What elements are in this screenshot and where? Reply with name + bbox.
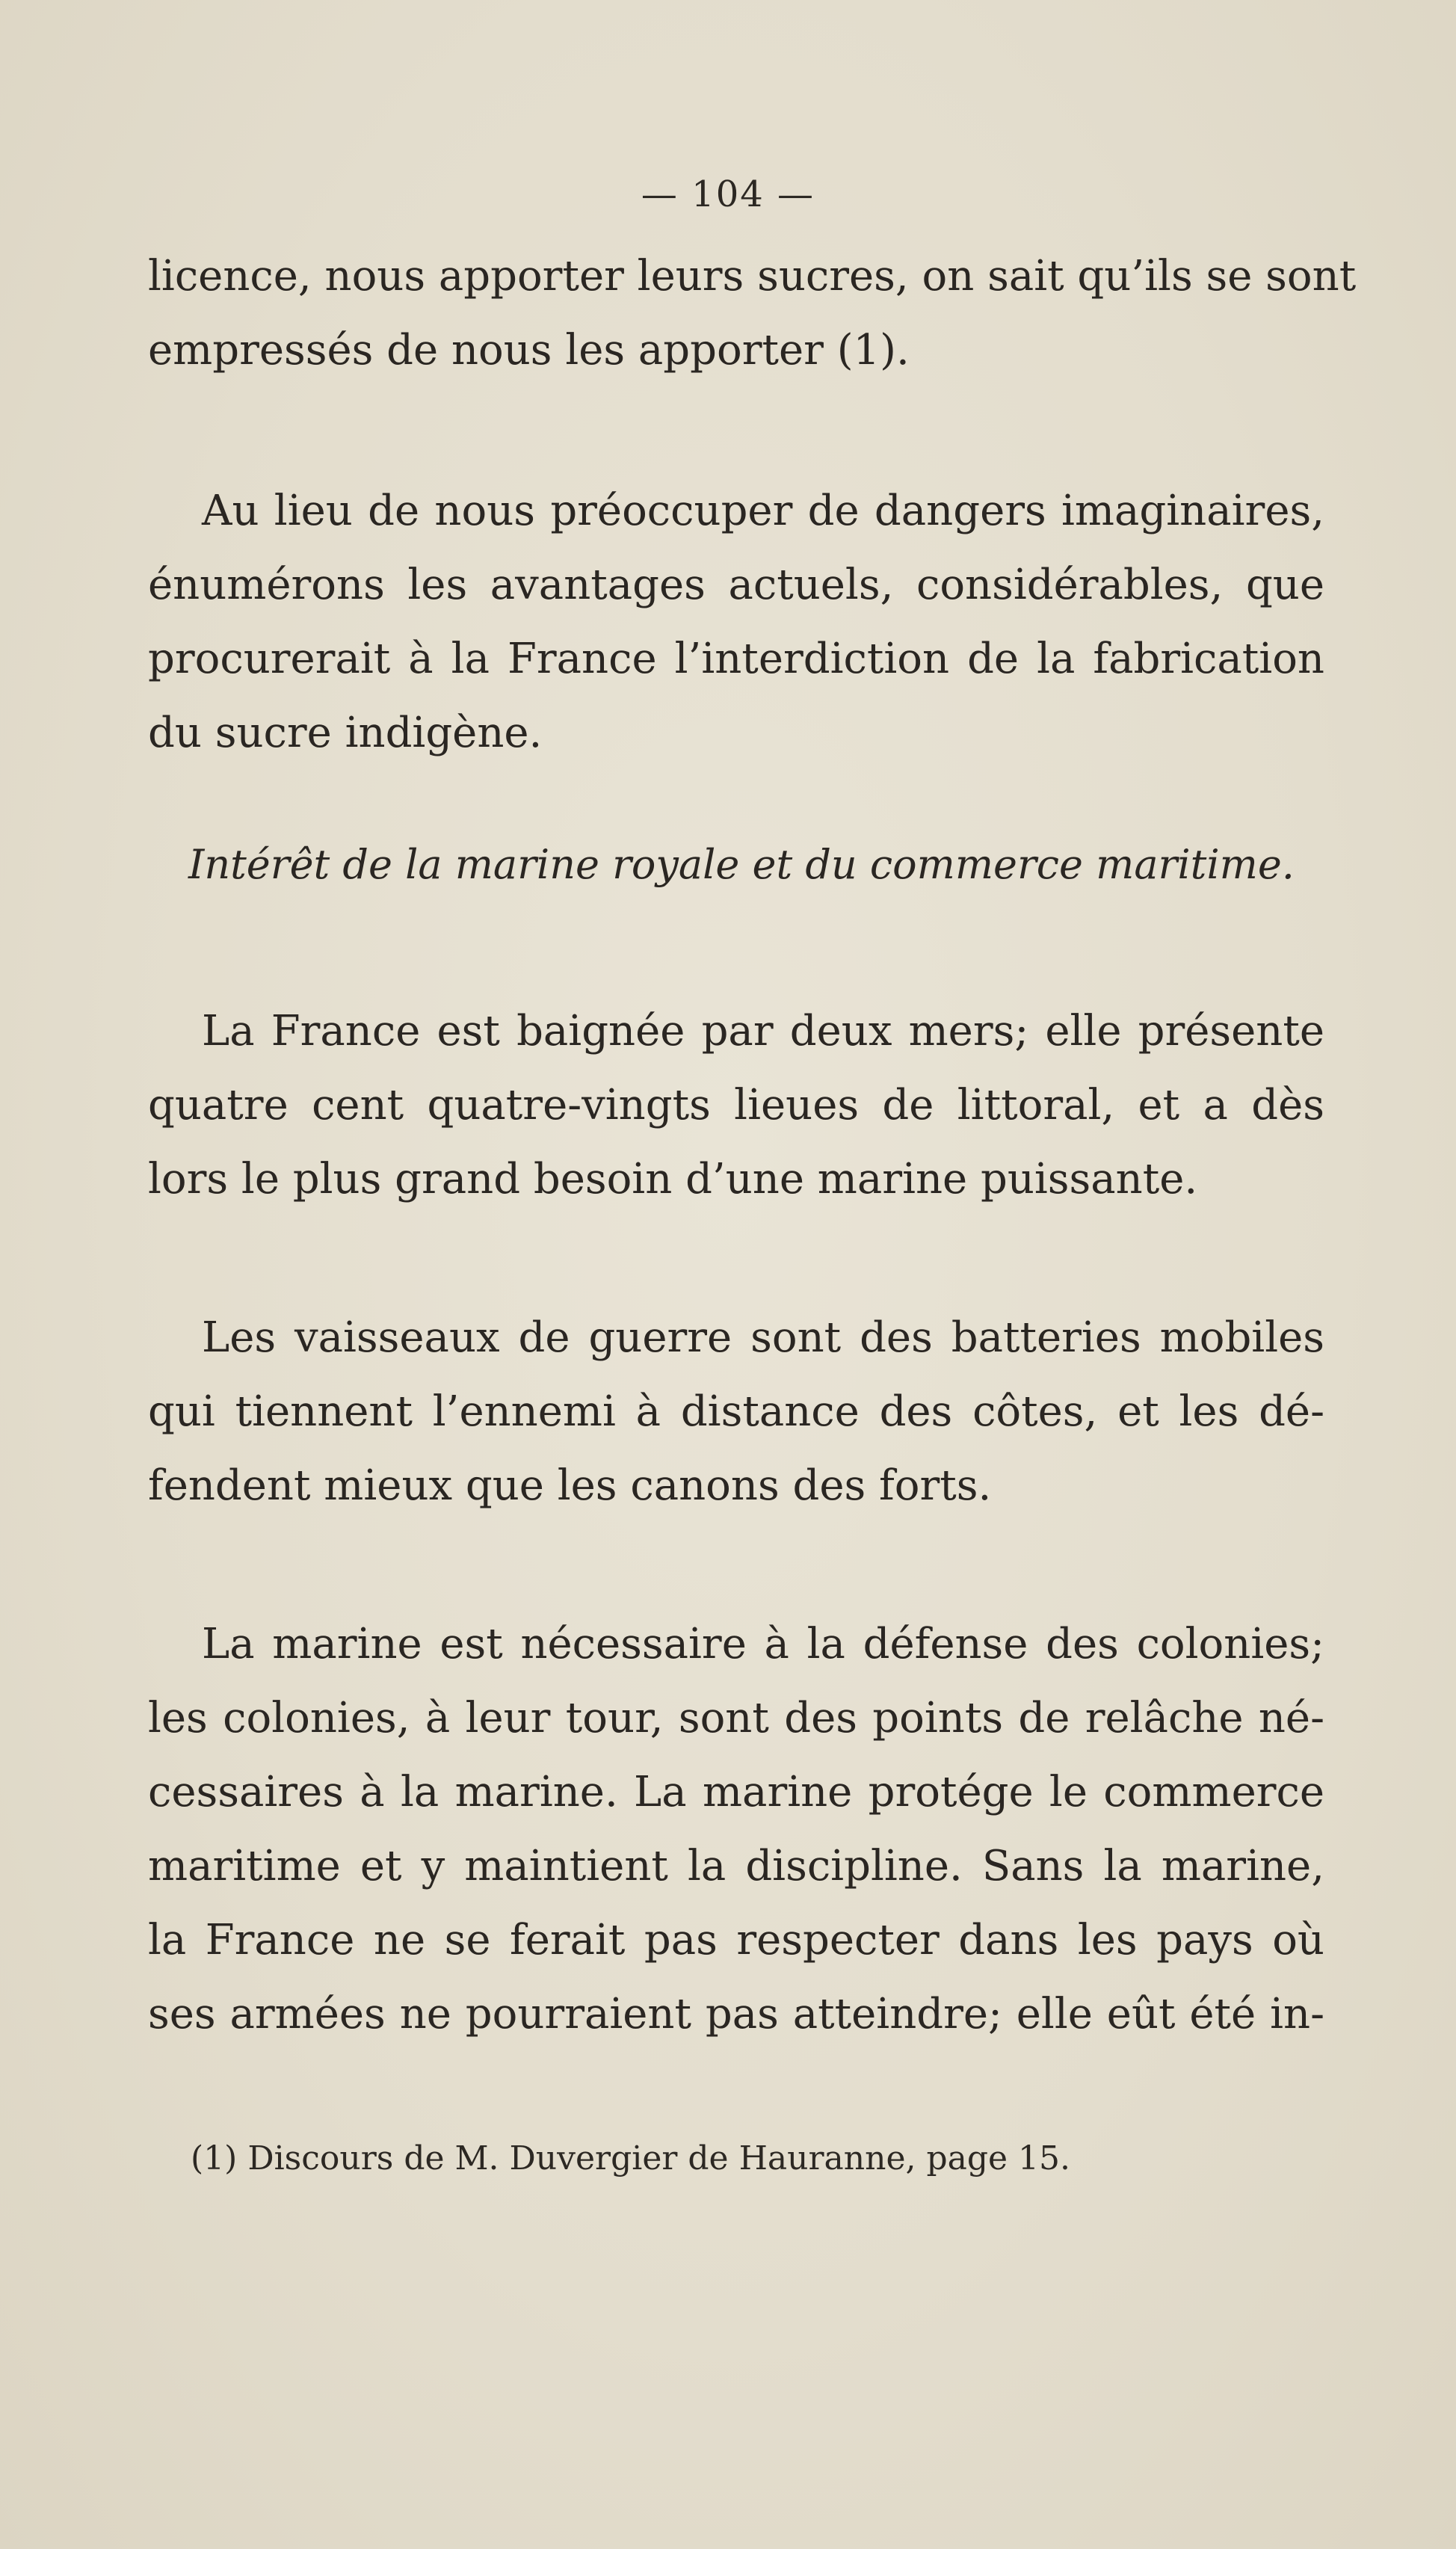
text-line: Au lieu de nous préoccuper de dangers imaginaires, (202, 487, 1324, 535)
text-line: quatre cent quatre-vingts lieues de littoral, et a dès (148, 1081, 1324, 1129)
text-line: Les vaisseaux de guerre sont des batteries mobiles (202, 1313, 1324, 1362)
text-line: les colonies, à leur tour, sont des points de relâche né- (148, 1694, 1324, 1742)
text-line: la France ne se ferait pas respecter dans les pays où (148, 1916, 1324, 1964)
section-heading: Intérêt de la marine royale et du commerce maritime. (188, 841, 1295, 888)
text-line: fendent mieux que les canons des forts. (148, 1461, 992, 1510)
paragraph-2 (148, 474, 1324, 770)
text-line: lors le plus grand besoin d’une marine puissante. (148, 1155, 1198, 1203)
text-line: qui tiennent l’ennemi à distance des côtes, et les dé- (148, 1387, 1324, 1436)
text-line: cessaires à la marine. La marine protége le commerce (148, 1768, 1324, 1816)
text-line: ses armées ne pourraient pas atteindre; elle eût été in- (148, 1990, 1324, 2038)
paragraph-5 (148, 1607, 1324, 2051)
text-line: procurerait à la France l’interdiction de la fabrication (148, 635, 1324, 683)
text-line: énumérons les avantages actuels, considérables, que (148, 561, 1324, 609)
paragraph-1 (148, 239, 1357, 387)
text-line: La marine est nécessaire à la défense des colonies; (202, 1620, 1324, 1668)
footnote: (1) Discours de M. Duvergier de Hauranne, page 15. (191, 2139, 1071, 2177)
paragraph-3 (148, 994, 1324, 1216)
text-line: maritime et y maintient la discipline. Sans la marine, (148, 1842, 1324, 1890)
text-line: empressés de nous les apporter (1). (148, 326, 910, 375)
text-line: du sucre indigène. (148, 709, 543, 757)
paragraph-4 (148, 1301, 1324, 1523)
text-line: La France est baignée par deux mers; elle présente (202, 1007, 1324, 1055)
page-number: — 104 — (641, 173, 815, 215)
text-line: licence, nous apporter leurs sucres, on sait qu’ils se sont (148, 252, 1357, 300)
